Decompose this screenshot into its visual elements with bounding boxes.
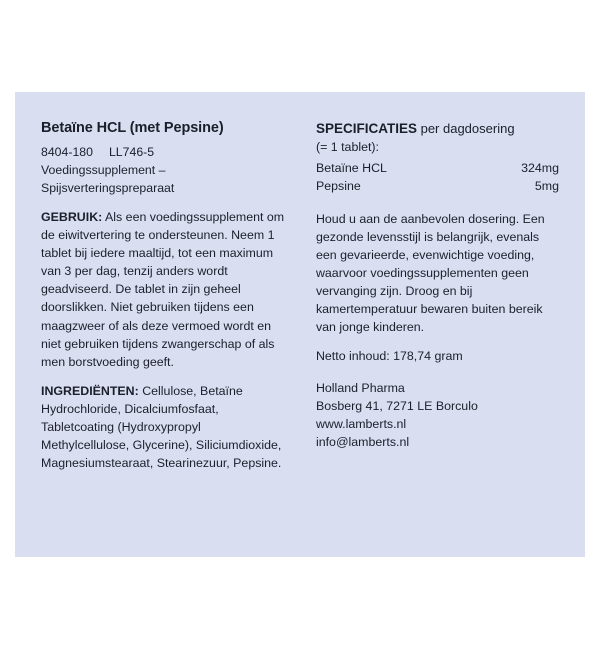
company-address: Bosberg 41, 7271 LE Borculo bbox=[315, 398, 478, 413]
specifications-heading bbox=[316, 120, 559, 138]
specifications-title: SPECIFICATIES bbox=[315, 121, 417, 136]
product-code-secondary: LL746-5 bbox=[108, 145, 155, 160]
company-website: www.lamberts.nl bbox=[315, 416, 407, 431]
label-left-column bbox=[41, 120, 300, 537]
subtitle-line-1: Voedingssupplement – bbox=[41, 163, 166, 178]
subtitle-line-2: Spijsverteringspreparaat bbox=[41, 181, 175, 196]
specifications-list bbox=[316, 159, 559, 196]
ingredients-text: Cellulose, Betaïne Hydrochloride, Dicalciumfosfaat, Tabletcoating (Hydroxypropyl Methylcellulose, Glycerine), Siliciumdioxide, Magnesiumstearaat, Stearinezuur, Pepsine. bbox=[41, 383, 282, 471]
specifications-dose: (= 1 tablet): bbox=[315, 140, 379, 155]
company-email: info@lamberts.nl bbox=[315, 434, 410, 449]
spec-name: Pepsine bbox=[315, 179, 361, 194]
page-title: Betaïne HCL (met Pepsine) bbox=[41, 120, 224, 136]
spec-value: 5mg bbox=[534, 179, 559, 194]
usage-text: Als een voedingssupplement om de eiwitvertering te ondersteunen. Neem 1 tablet bij iedere maaltijd, tot een maximum van 3 per dag, tenzij anders wordt geadviseerd. De tablet in zijn geheel doorslikken. Niet gebruiken tijdens een maagzweer of als deze vermoed wordt en niet gebruiken tijdens zwangerschap of als men borstvoeding geeft. bbox=[41, 209, 285, 369]
specifications-title-suffix: per dagdosering bbox=[416, 121, 515, 136]
spec-value: 324mg bbox=[521, 160, 559, 175]
usage-label: GEBRUIK: bbox=[41, 209, 103, 224]
spec-row bbox=[316, 159, 559, 178]
spec-row bbox=[316, 177, 559, 196]
product-codes bbox=[41, 144, 286, 162]
supplement-label bbox=[15, 92, 585, 557]
label-right-column bbox=[300, 120, 559, 537]
net-content: Netto inhoud: 178,74 gram bbox=[315, 348, 463, 363]
advice-paragraph: Houd u aan de aanbevolen dosering. Een gezonde levensstijl is belangrijk, evenals een gevarieerde, evenwichtige voeding, waarvoor voedingssupplementen geen vervanging zijn. Droog en bij kamertemperatuur bewaren buiten bereik van jonge kinderen. bbox=[315, 211, 545, 335]
ingredients-paragraph bbox=[41, 382, 286, 473]
product-code-primary: 8404-180 bbox=[41, 145, 93, 160]
company-address-block bbox=[316, 380, 559, 452]
product-subtitle bbox=[41, 162, 286, 198]
ingredients-label: INGREDIËNTEN: bbox=[41, 383, 139, 398]
spec-name: Betaïne HCL bbox=[315, 160, 387, 175]
company-name: Holland Pharma bbox=[315, 380, 405, 395]
usage-paragraph bbox=[41, 208, 286, 371]
